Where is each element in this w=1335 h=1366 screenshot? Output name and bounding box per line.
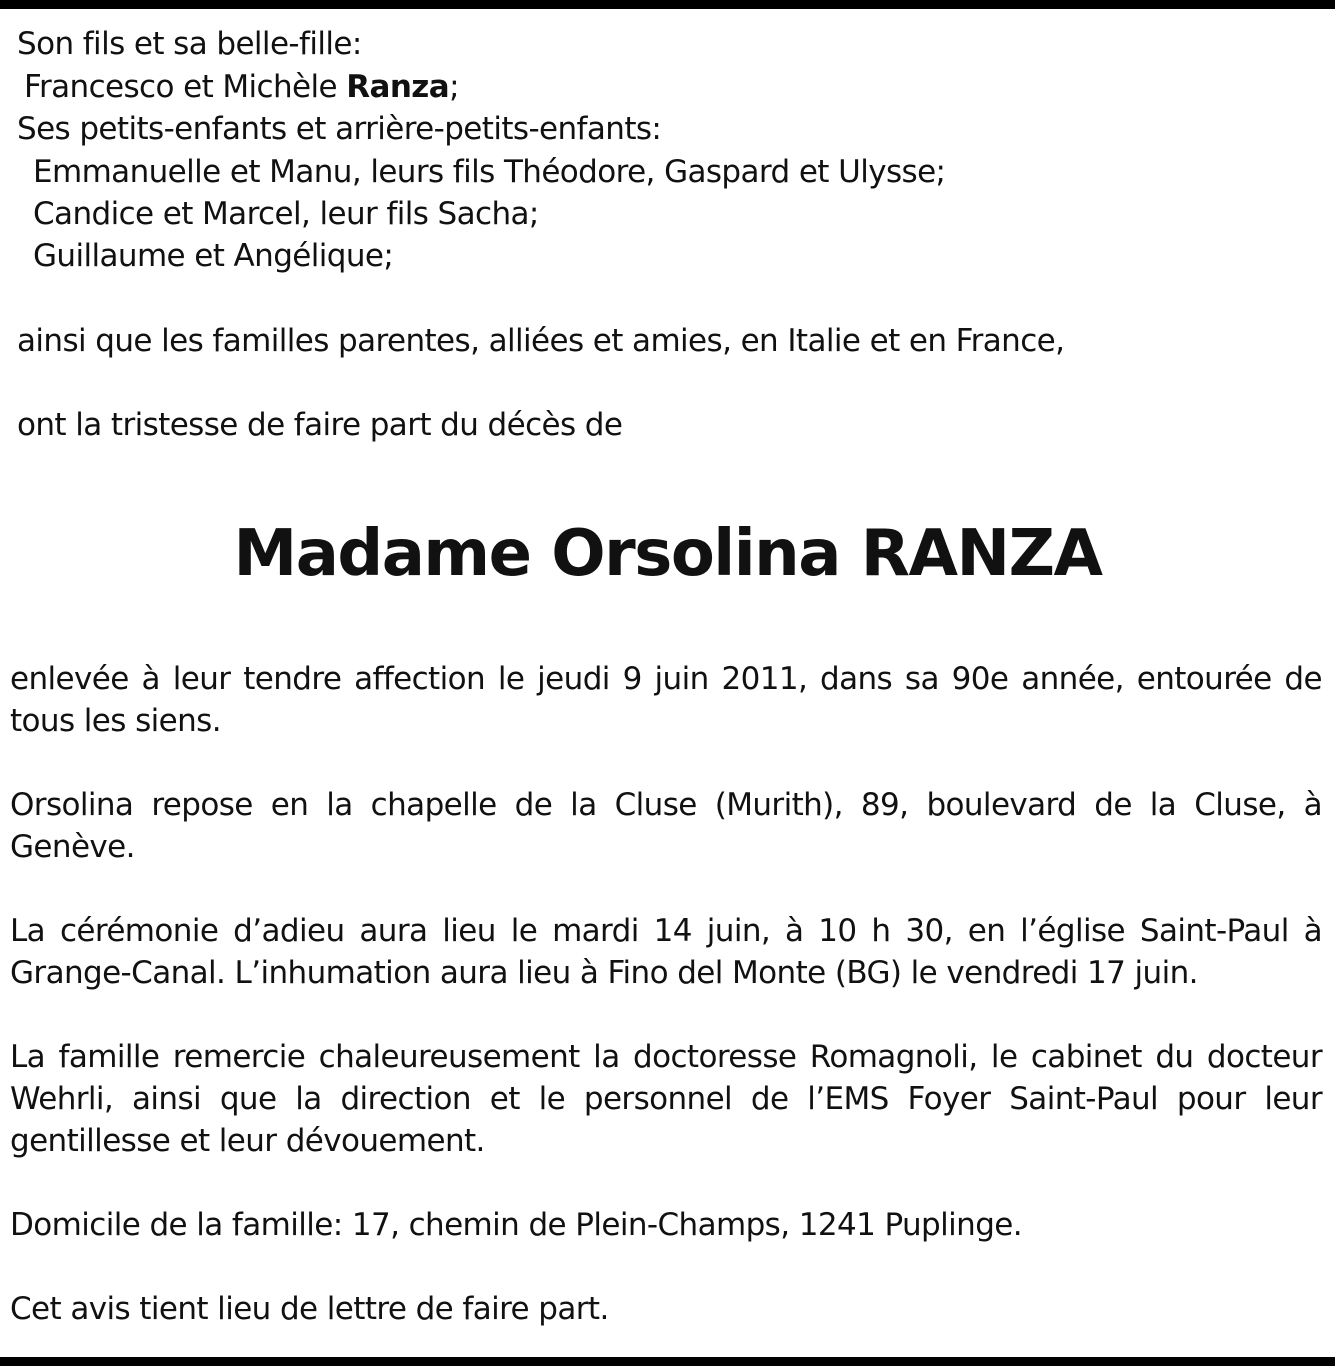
header-line-candice: Candice et Marcel, leur fils Sacha; <box>33 196 539 232</box>
top-border-rule <box>0 0 1335 9</box>
paragraph-passing: enlevée à leur tendre affection le jeudi 9 juin 2011, dans sa 90e année, entourée de tous les siens. <box>10 661 1322 739</box>
header-line-son: Son fils et sa belle-fille: <box>17 26 362 62</box>
header-line-announcement: ont la tristesse de faire part du décès de <box>17 407 623 443</box>
header-line-families: ainsi que les familles parentes, alliées et amies, en Italie et en France, <box>17 323 1065 359</box>
deceased-name-title: Madame Orsolina RANZA <box>233 517 1102 591</box>
paragraph-family-address: Domicile de la famille: 17, chemin de Plein-Champs, 1241 Puplinge. <box>10 1207 1023 1243</box>
paragraph-rest-place: Orsolina repose en la chapelle de la Cluse (Murith), 89, boulevard de la Cluse, à Genève. <box>10 787 1322 865</box>
header-line-son-names-suffix: ; <box>449 69 459 105</box>
header-line-son-names-prefix: Francesco et Michèle <box>24 69 347 105</box>
header-line-son-names <box>24 66 459 108</box>
bottom-border-rule <box>0 1357 1335 1366</box>
paragraph-ceremony: La cérémonie d’adieu aura lieu le mardi 14 juin, à 10 h 30, en l’église Saint-Paul à Grange-Canal. L’inhumation aura lieu à Fino del Monte (BG) le vendredi 17 juin. <box>10 913 1322 991</box>
surname-bold: Ranza <box>346 69 450 105</box>
header-line-guillaume: Guillaume et Angélique; <box>33 238 394 274</box>
paragraph-thanks: La famille remercie chaleureusement la doctoresse Romagnoli, le cabinet du docteur Wehrli, ainsi que la direction et le personnel de l’EMS Foyer Saint-Paul pour leur gentillesse et leur dévouement. <box>10 1039 1322 1159</box>
header-line-grandchildren: Ses petits-enfants et arrière-petits-enfants: <box>17 111 662 147</box>
header-line-emmanuelle: Emmanuelle et Manu, leurs fils Théodore, Gaspard et Ulysse; <box>33 154 946 190</box>
paragraph-notice: Cet avis tient lieu de lettre de faire part. <box>10 1291 609 1327</box>
